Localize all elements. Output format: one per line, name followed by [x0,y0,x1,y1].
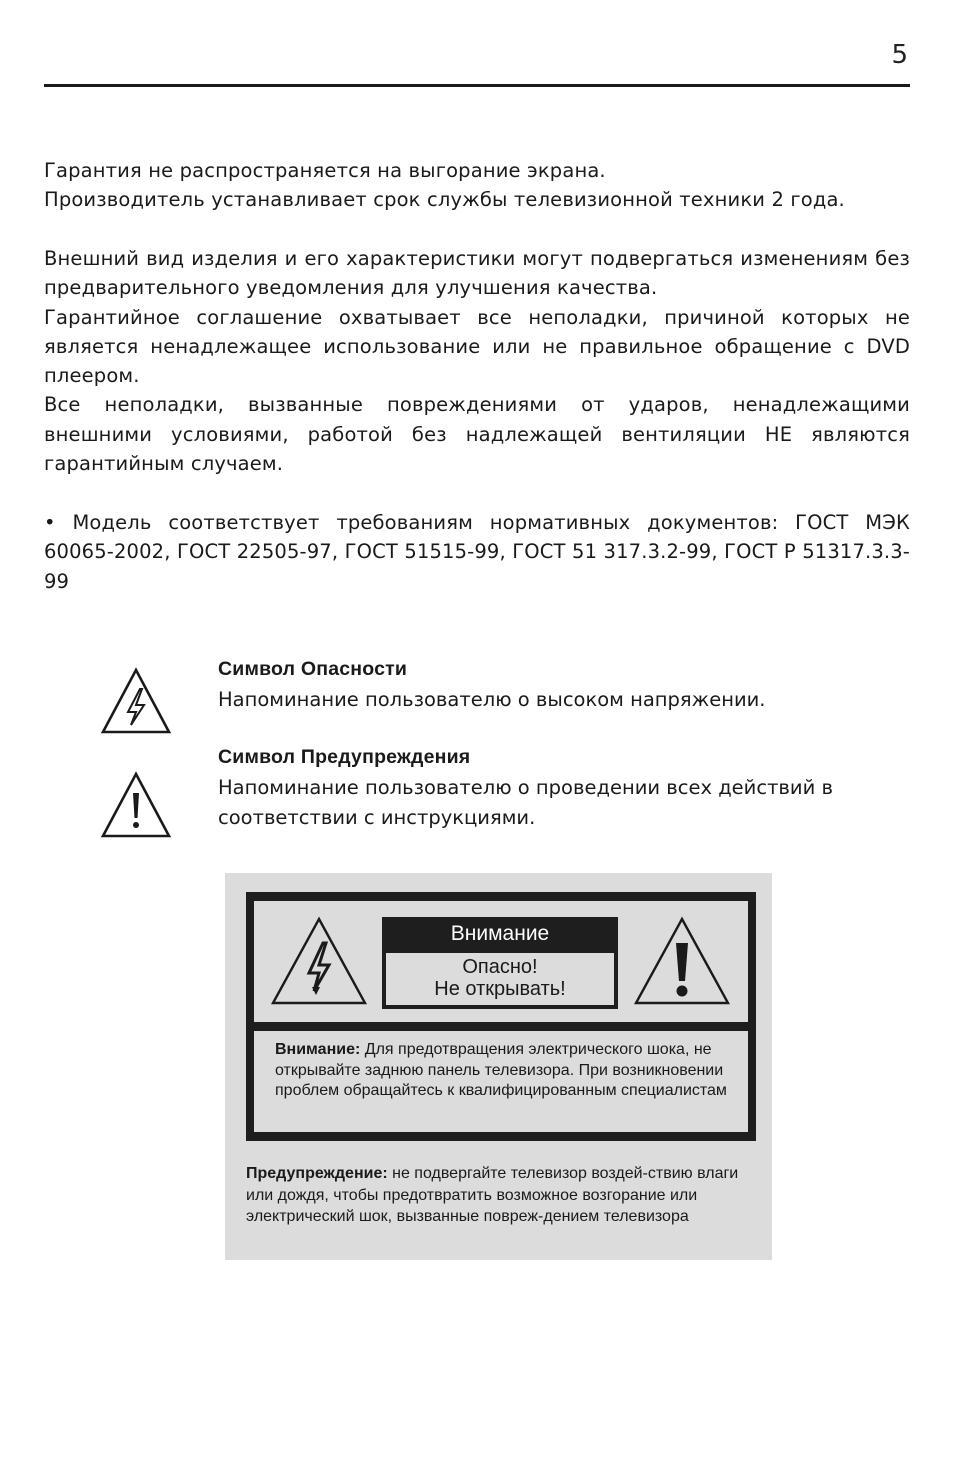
note-body: не подвергайте телевизор воздей-ствию влаги или дождя, чтобы предотвратить возможное возгорание или электрический шок, вызванные повреж-дением телевизора [246,1165,739,1225]
warning-symbol-desc: Напоминание пользователю о проведении всех действий в соответствии с инструкциями. [218,776,833,829]
note-bold: Предупреждение: [246,1165,388,1182]
exclamation-icon [100,771,172,839]
conditions-paragraph-2: Гарантийное соглашение охватывает все неполадки, причиной которых не является ненадлежащее использование или не правильное обращение с DVD плеером. [44,305,910,388]
label-exclamation-icon [632,915,732,1007]
caution-text [275,1040,735,1102]
warranty-line-1: Гарантия не распространяется на выгорание экрана. [44,159,606,182]
label-head: Внимание [450,922,550,945]
warning-symbol-title: Символ Предупреждения [218,746,471,768]
conditions-paragraph-1: Внешний вид изделия и его характеристики могут подвергаться изменениям без предварительного уведомления для улучшения качества. [44,247,910,300]
page-number: 5 [891,40,908,70]
label-body [386,953,614,1005]
label-high-voltage-icon [269,915,369,1007]
conditions-paragraph-3: Все неполадки, вызванные повреждениями от ударов, ненадлежащими внешними условиями, работой без надлежащей вентиляции НЕ являются гарантийным случаем. [44,393,910,476]
label-line-2: Не открывать! [434,978,566,1000]
warning-label-panel [225,873,772,1260]
warranty-section [44,156,910,215]
conditions-section [44,244,910,478]
label-bottom-section [254,1031,748,1132]
compliance-text: • Модель соответствует требованиям нормативных документов: ГОСТ МЭК 60065-2002, ГОСТ 22505-97, ГОСТ 51515-99, ГОСТ 51 317.3.2-99, ГОСТ Р 51317.3.3-99 [44,511,910,593]
warranty-line-2: Производитель устанавливает срок службы телевизионной техники 2 года. [44,188,845,212]
label-plate [382,917,618,1009]
danger-symbol-title: Символ Опасности [218,658,408,680]
label-top-section [254,901,748,1022]
danger-symbol-desc: Напоминание пользователю о высоком напряжении. [218,688,766,711]
caution-bold: Внимание: [275,1041,361,1058]
warning-label-frame [246,892,756,1141]
label-line-1: Опасно! [462,956,538,978]
header-rule [44,84,910,87]
moisture-warning [246,1163,761,1228]
caution-body: Для предотвращения электрического шока, не открывайте заднюю панель телевизора. При возникновении проблем обращайтесь к квалифицированным специалистам [275,1041,727,1099]
compliance-section [44,508,910,596]
high-voltage-icon [100,667,172,735]
